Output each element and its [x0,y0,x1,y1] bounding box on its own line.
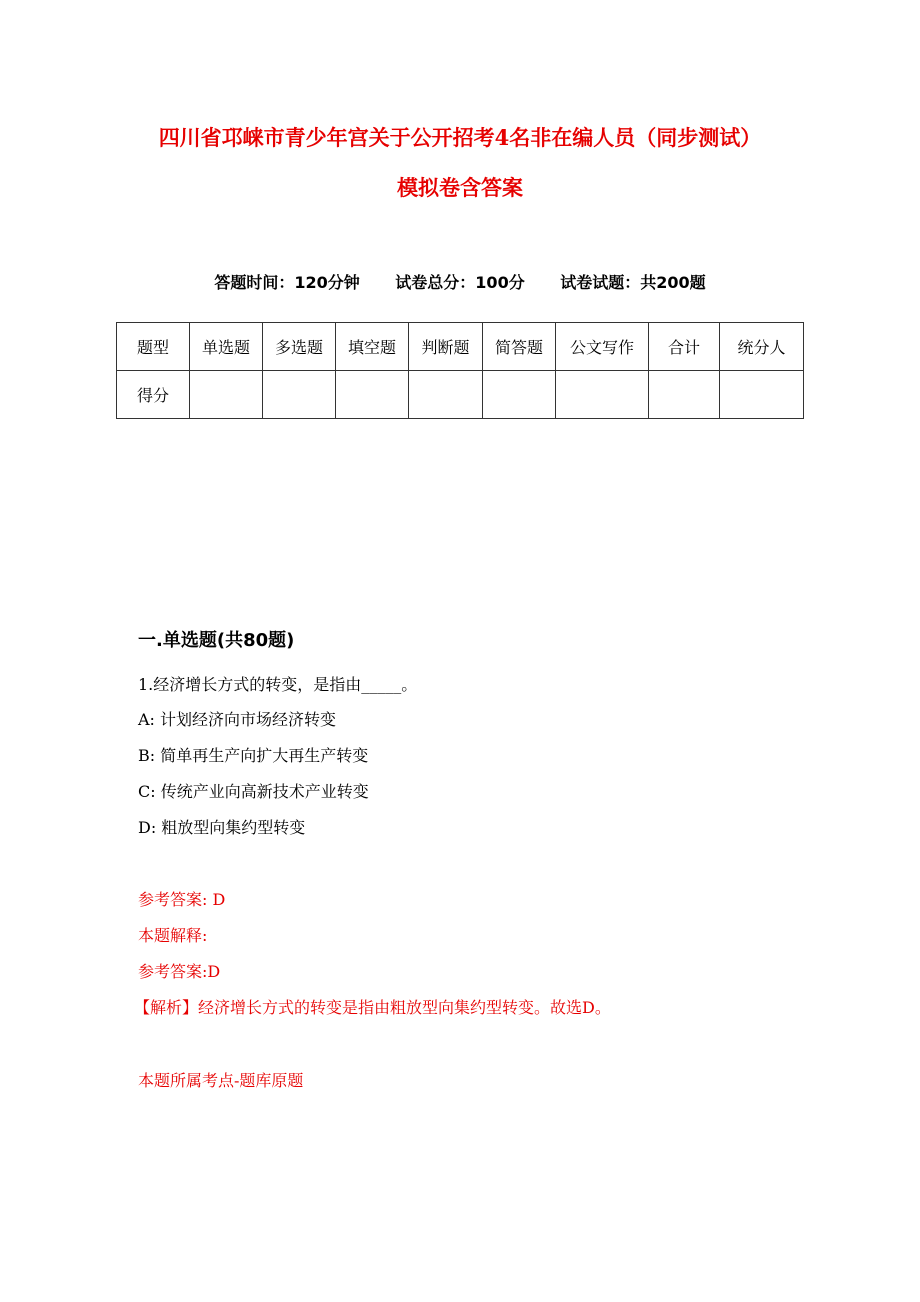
table-header-cell: 公文写作 [556,323,649,371]
table-header-cell: 单选题 [190,323,263,371]
question-stem: 1.经济增长方式的转变，是指由_____。 [138,675,418,694]
option-c: C: 传统产业向高新技术产业转变 [138,782,369,801]
table-header-cell: 多选题 [263,323,336,371]
question-source: 本题所属考点-题库原题 [138,1071,304,1090]
document-subtitle: 模拟卷含答案 [397,175,523,200]
score-table [116,322,804,419]
exam-time: 答题时间：120分钟 [214,273,360,292]
table-header-cell: 统分人 [720,323,804,371]
table-header-cell: 填空题 [336,323,409,371]
section-heading: 一.单选题(共80题) [138,630,295,651]
table-header-cell: 题型 [117,323,190,371]
document-title: 四川省邛崃市青少年宫关于公开招考4名非在编人员（同步测试） [158,125,762,150]
reference-answer: 参考答案: D [138,890,226,909]
score-cell [649,371,720,419]
reference-answer-2: 参考答案:D [138,962,221,981]
exam-question-count: 试卷试题：共200题 [560,273,706,292]
table-header-cell: 判断题 [409,323,483,371]
explanation-label: 本题解释: [138,926,208,945]
score-cell [483,371,556,419]
table-row-label: 得分 [117,371,190,419]
table-header-cell: 简答题 [483,323,556,371]
option-a: A: 计划经济向市场经济转变 [138,710,337,729]
score-table-row [117,371,804,419]
option-d: D: 粗放型向集约型转变 [138,818,306,837]
score-cell [556,371,649,419]
exam-total-score: 试卷总分：100分 [395,273,525,292]
score-cell [190,371,263,419]
score-cell [720,371,804,419]
exam-meta [0,270,920,293]
score-cell [336,371,409,419]
option-b: B: 简单再生产向扩大再生产转变 [138,746,369,765]
score-cell [263,371,336,419]
score-table-header-row [117,323,804,371]
table-header-cell: 合计 [649,323,720,371]
score-cell [409,371,483,419]
analysis-text: 【解析】经济增长方式的转变是指由粗放型向集约型转变。故选D。 [134,998,611,1017]
